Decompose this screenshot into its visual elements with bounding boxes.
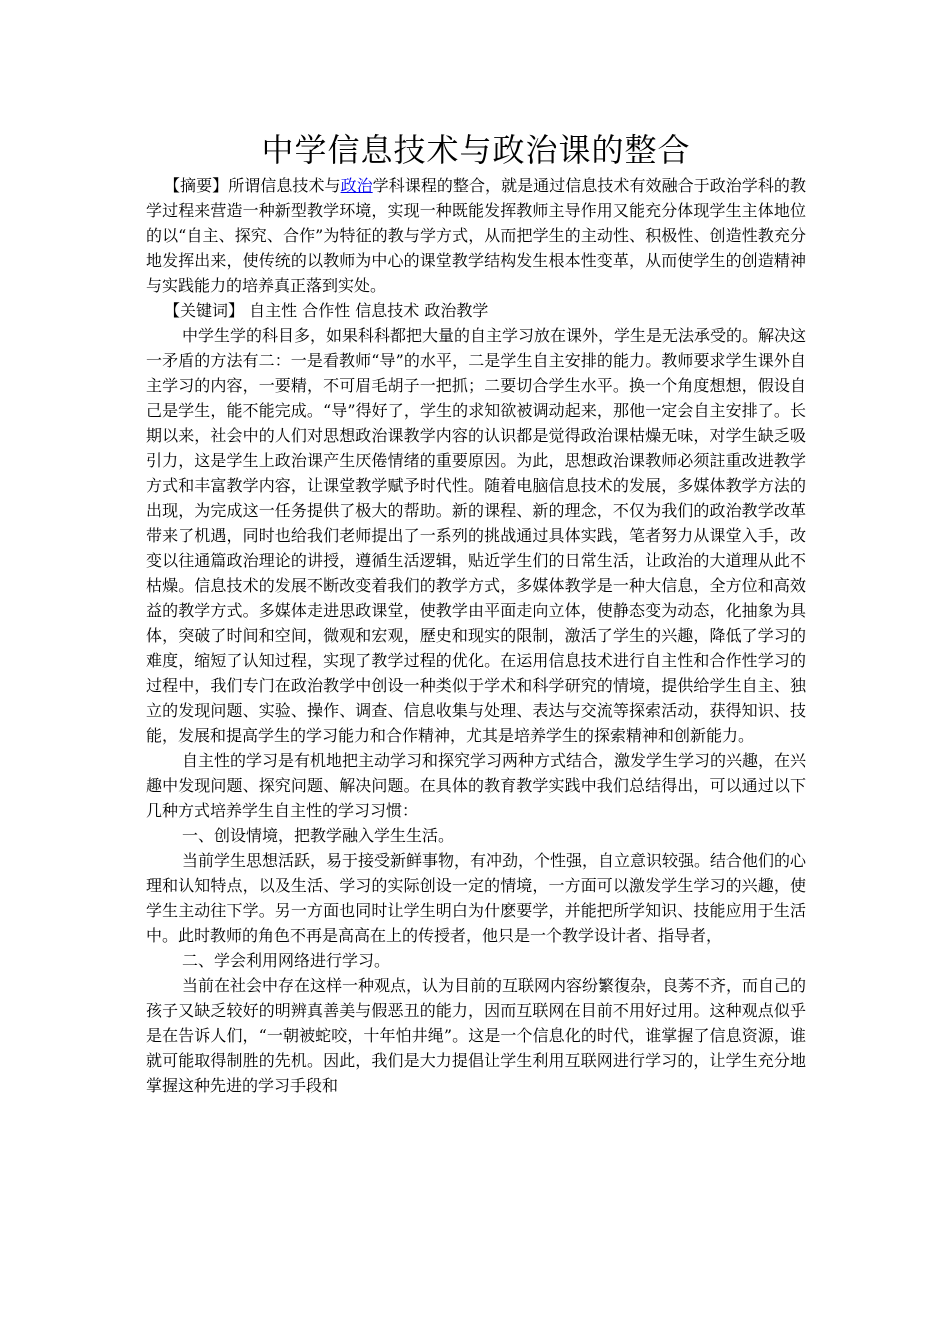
- body-paragraph-1: 中学生学的科目多，如果科科都把大量的自主学习放在课外，学生是无法承受的。解决这一矛盾的方法有二：一是看教师“导”的水平，二是学生自主安排的能力。教师要求学生课外自主学习的内容，一要精，不可眉毛胡子一把抓；二要切合学生水平。换一个角度想想，假设自己是学生，能不能完成。“导”得好了，学生的求知欲被调动起来，那他一定会自主安排了。长期以来，社会中的人们对思想政治课教学内容的认识都是觉得政治课枯燥无味，对学生缺乏吸引力，这是学生上政治课产生厌倦情绪的重要原因。为此，思想政治课教师必须註重改进教学方式和丰富教学内容，让课堂教学赋予时代性。随着电脑信息技术的发展，多媒体教学方法的出现，为完成这一任务提供了极大的帮助。新的课程、新的理念，不仅为我们的政治教学改革带来了机遇，同时也给我们老师提出了一系列的挑战通过具体实践，笔者努力从课堂入手，改变以往通篇政治理论的讲授，遵循生活逻辑，贴近学生们的日常生活，让政治的大道理从此不枯燥。信息技术的发展不断改变着我们的教学方式，多媒体教学是一种大信息，全方位和高效益的教学方式。多媒体走进思政课堂，使教学由平面走向立体，使静态变为动态，化抽象为具体，突破了时间和空间，微观和宏观，歷史和现实的限制，激活了学生的兴趣，降低了学习的难度，缩短了认知过程，实现了教学过程的优化。在运用信息技术进行自主性和合作性学习的过程中，我们专门在政治教学中创设一种类似于学术和科学研究的情境，提供给学生自主、独立的发现问题、实验、操作、调查、信息收集与处理、表达与交流等探索活动，获得知识、技能，发展和提高学生的学习能力和合作精神，尤其是培养学生的探索精神和创新能力。: [146, 326, 807, 745]
- abstract-paragraph: [146, 173, 806, 298]
- abstract-text-after-link: 学科课程的整合，就是通过信息技术有效融合于政治学科的教学过程来营造一种新型教学环境，实现一种既能发挥教师主导作用又能充分体现学生主体地位的以“自主、探究、合作”为特征的教与学方式，从而把学生的主动性、积极性、创造性教充分地发挥出来，使传统的以教师为中心的课堂教学结构发生根本性变革，从而使学生的创造精神与实践能力的培养真正落到实处。: [146, 176, 806, 295]
- keywords-paragraph: [146, 298, 806, 323]
- abstract-text-before-link: 所谓信息技术与: [228, 176, 341, 195]
- keywords-text: 自主性 合作性 信息技术 政治教学: [244, 301, 489, 320]
- body-paragraph-4: 当前在社会中存在这样一种观点，认为目前的互联网内容纷繁復杂，良莠不齐，而自己的孩子又缺乏较好的明辨真善美与假恶丑的能力，因而互联网在目前不用好过用。这种观点似乎是在告诉人们，“一朝被蛇咬，十年怕井绳”。这是一个信息化的时代，谁掌握了信息资源，谁就可能取得制胜的先机。因此，我们是大力提倡让学生利用互联网进行学习的，让学生充分地掌握这种先进的学习手段和: [146, 976, 807, 1095]
- abstract-label: 【摘要】: [164, 176, 229, 195]
- section-heading-1: 一、创设情境，把教学融入学生生活。: [182, 826, 455, 845]
- document-title: 中学信息技术与政治课的整合: [261, 131, 691, 169]
- document-page: [146, 127, 806, 1098]
- politics-link[interactable]: 政治: [340, 176, 373, 195]
- body-paragraph-3: 当前学生思想活跃，易于接受新鲜事物，有冲劲，个性强，自立意识较强。结合他们的心理和认知特点，以及生活、学习的实际创设一定的情境，一方面可以激发学生学习的兴趣，使学生主动往下学。另一方面也同时让学生明白为什麽要学，并能把所学知识、技能应用于生活中。此时教师的角色不再是高高在上的传授者，他只是一个教学设计者、指导者，: [146, 851, 807, 945]
- section-heading-2: 二、学会利用网络进行学习。: [182, 951, 391, 970]
- body-paragraph-2: 自主性的学习是有机地把主动学习和探究学习两种方式结合，激发学生学习的兴趣，在兴趣中发现问题、探究问题、解决问题。在具体的教育教学实践中我们总结得出，可以通过以下几种方式培养学生自主性的学习习惯：: [146, 751, 807, 820]
- keywords-label: 【关键词】: [164, 301, 245, 320]
